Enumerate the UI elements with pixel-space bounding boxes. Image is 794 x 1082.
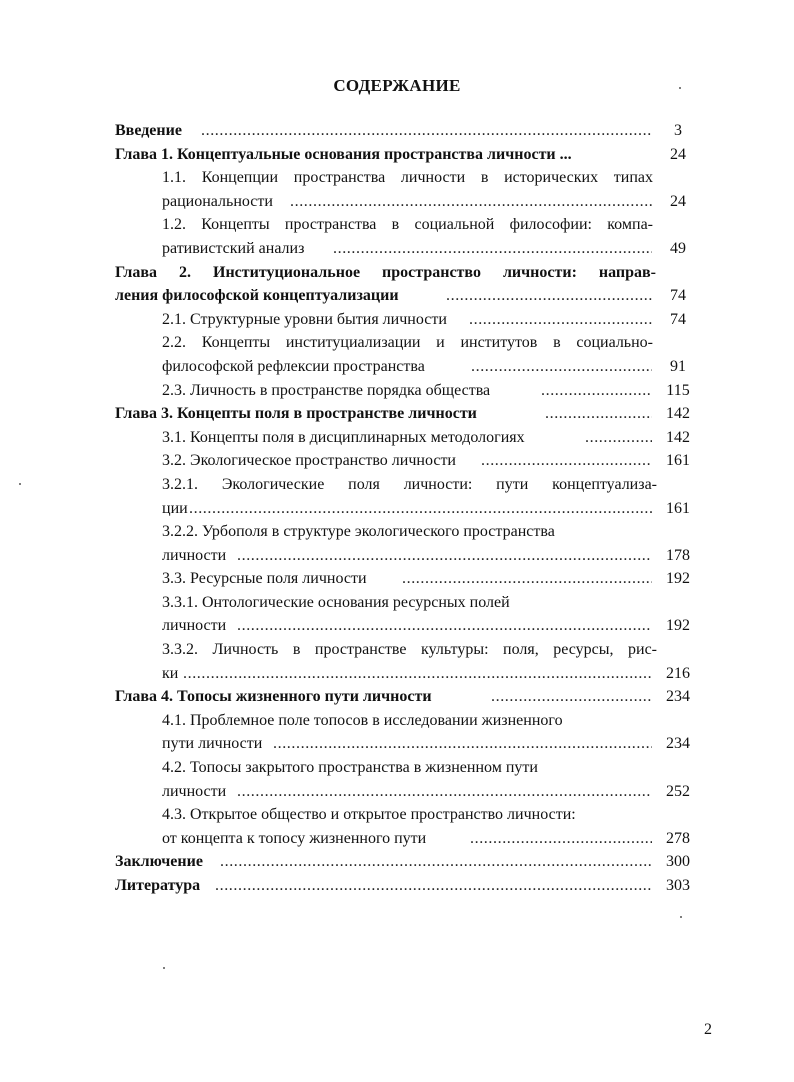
scan-speck — [19, 483, 21, 485]
dot-leader — [273, 732, 652, 756]
toc-entry-title: 3.3.2. Личность в пространстве культуры: поля, ресурсы, рис- — [162, 641, 657, 659]
toc-entry-section-4-1 — [115, 709, 700, 733]
toc-entry-title: 2.1. Структурные уровни бытия личности — [162, 310, 447, 328]
toc-entry-title-cont: пути личности — [162, 735, 263, 753]
scan-speck — [679, 87, 681, 89]
dot-leader — [237, 544, 652, 568]
toc-entry-section-3-1 — [115, 426, 700, 450]
toc-entry-section-3-3-1 — [115, 591, 700, 615]
toc-page-number: 252 — [666, 782, 690, 800]
toc-page-number: 234 — [666, 688, 690, 706]
toc-entry-title-cont: ции — [162, 499, 188, 517]
toc-page-number: 178 — [666, 546, 690, 564]
toc-page-number: 216 — [666, 664, 690, 682]
toc-page-number: 24 — [670, 192, 686, 210]
toc-entry-title: 1.2. Концепты пространства в социальной философии: компа- — [162, 216, 653, 234]
toc-page-number: 49 — [670, 239, 686, 257]
toc-page-number: 142 — [666, 428, 690, 446]
toc-page-number: 91 — [670, 357, 686, 375]
toc-page-number: 234 — [666, 735, 690, 753]
dot-leader — [470, 827, 652, 851]
toc-page-number: 74 — [670, 310, 686, 328]
toc-entry-chapter-2 — [115, 261, 700, 285]
toc-entry-title: 4.3. Открытое общество и открытое пространство личности: — [162, 806, 576, 824]
toc-page-number: 161 — [666, 499, 690, 517]
dot-leader — [215, 874, 652, 898]
toc-entry-title: 4.1. Проблемное поле топосов в исследовании жизненного — [162, 711, 563, 729]
toc-entry-title: 4.2. Топосы закрытого пространства в жизненном пути — [162, 759, 538, 777]
toc-entry-title-cont: рациональности — [162, 192, 273, 210]
toc-entry-title: Глава 4. Топосы жизненного пути личности — [115, 688, 432, 706]
toc-entry-section-3-3-1-cont — [115, 614, 700, 638]
scan-speck — [680, 916, 682, 918]
toc-page-number: 192 — [666, 570, 690, 588]
toc-entry-section-3-2 — [115, 449, 700, 473]
toc-entry-literature — [115, 874, 700, 898]
dot-leader — [585, 426, 652, 450]
toc-entry-title: 3.2.1. Экологические поля личности: пути концептуализа- — [162, 475, 657, 493]
toc-entry-title-cont: ки — [162, 664, 179, 682]
toc-entry-section-1-2 — [115, 213, 700, 237]
toc-entry-section-4-1-cont — [115, 732, 700, 756]
dot-leader — [545, 402, 652, 426]
toc-entry-chapter-2-cont — [115, 284, 700, 308]
toc-entry-title: Глава 3. Концепты поля в пространстве личности — [115, 405, 477, 423]
dot-leader — [333, 237, 652, 261]
toc-entry-section-3-2-1-cont — [115, 497, 700, 521]
toc-entry-section-3-3 — [115, 567, 700, 591]
toc-entry-title: Глава 1. Концептуальные основания пространства личности ... — [115, 145, 572, 163]
toc-entry-section-3-3-2-cont — [115, 662, 700, 686]
toc-entry-conclusion — [115, 850, 700, 874]
toc-entry-section-3-2-2 — [115, 520, 700, 544]
toc-entry-section-2-1 — [115, 308, 700, 332]
toc-page-number: 115 — [666, 381, 690, 399]
toc-entry-title-cont: личности — [162, 782, 227, 800]
toc-entry-title: Глава 2. Институциональное пространство личности: направ- — [115, 263, 656, 281]
toc-entry-section-4-3 — [115, 803, 700, 827]
dot-leader — [201, 119, 652, 143]
toc-entry-section-3-2-1 — [115, 473, 700, 497]
toc-page-number: 192 — [666, 617, 690, 635]
toc-page-number: 142 — [666, 405, 690, 423]
dot-leader — [290, 190, 652, 214]
toc-entry-section-3-3-2 — [115, 638, 700, 662]
toc-entry-section-4-3-cont — [115, 827, 700, 851]
toc-entry-title-cont: личности — [162, 546, 227, 564]
toc-entry-intro — [115, 119, 700, 143]
toc-entry-title-cont: личности — [162, 617, 227, 635]
dot-leader — [471, 355, 652, 379]
toc-page-number: 278 — [666, 829, 690, 847]
toc-page-number: 303 — [666, 877, 690, 894]
dot-leader — [237, 614, 652, 638]
toc-entry-section-2-3 — [115, 379, 700, 403]
dot-leader — [189, 497, 652, 521]
toc-entry-section-2-2-cont — [115, 355, 700, 379]
toc-entry-section-1-1-cont — [115, 190, 700, 214]
toc-entry-section-4-2-cont — [115, 780, 700, 804]
toc-page-number: 161 — [666, 452, 690, 470]
toc-entry-title-cont: ративистский анализ — [162, 239, 305, 257]
toc-entry-title: 1.1. Концепции пространства личности в исторических типах — [162, 169, 653, 187]
toc-entry-section-2-2 — [115, 331, 700, 355]
toc-entry-title: 3.3. Ресурсные поля личности — [162, 570, 367, 588]
dot-leader — [446, 284, 652, 308]
toc-entry-section-4-2 — [115, 756, 700, 780]
toc-entry-title: Заключение — [115, 853, 203, 871]
toc-entry-title: Литература — [115, 877, 201, 894]
page-title: СОДЕРЖАНИЕ — [333, 76, 461, 95]
toc-entry-section-1-2-cont — [115, 237, 700, 261]
toc-entry-title: 3.2.2. Урбополя в структуре экологического пространства — [162, 523, 555, 541]
page-number: 2 — [704, 1021, 712, 1038]
dot-leader — [237, 780, 652, 804]
toc-entry-chapter-4 — [115, 685, 700, 709]
toc-entry-title-cont: от концепта к топосу жизненного пути — [162, 829, 427, 847]
toc-page-number: 300 — [666, 853, 690, 871]
toc-page-number: 74 — [670, 287, 686, 305]
dot-leader — [491, 685, 652, 709]
toc-entry-title: 3.1. Концепты поля в дисциплинарных методологиях — [162, 428, 525, 446]
toc-entry-title: 2.3. Личность в пространстве порядка общества — [162, 381, 491, 399]
toc-page-number: 24 — [670, 145, 686, 163]
dot-leader — [183, 662, 652, 686]
dot-leader — [402, 567, 652, 591]
toc-entry-section-3-2-2-cont — [115, 544, 700, 568]
dot-leader — [541, 379, 652, 403]
dot-leader — [481, 449, 652, 473]
toc-entry-title: 2.2. Концепты институциализации и институтов в социально- — [162, 334, 653, 352]
toc-entry-title: 3.3.1. Онтологические основания ресурсных полей — [162, 593, 510, 611]
dot-leader — [469, 308, 652, 332]
toc-page-number: 3 — [674, 122, 682, 139]
toc-entry-title: Введение — [115, 122, 182, 139]
table-of-contents — [115, 119, 700, 898]
dot-leader — [220, 850, 652, 874]
scan-speck — [163, 967, 165, 969]
toc-entry-chapter-3 — [115, 402, 700, 426]
toc-entry-title-cont: философской рефлексии пространства — [162, 357, 425, 375]
toc-entry-title: 3.2. Экологическое пространство личности — [162, 452, 456, 470]
toc-entry-section-1-1 — [115, 166, 700, 190]
toc-entry-chapter-1 — [115, 143, 700, 167]
toc-entry-title-cont: ления философской концептуализации — [115, 287, 399, 305]
